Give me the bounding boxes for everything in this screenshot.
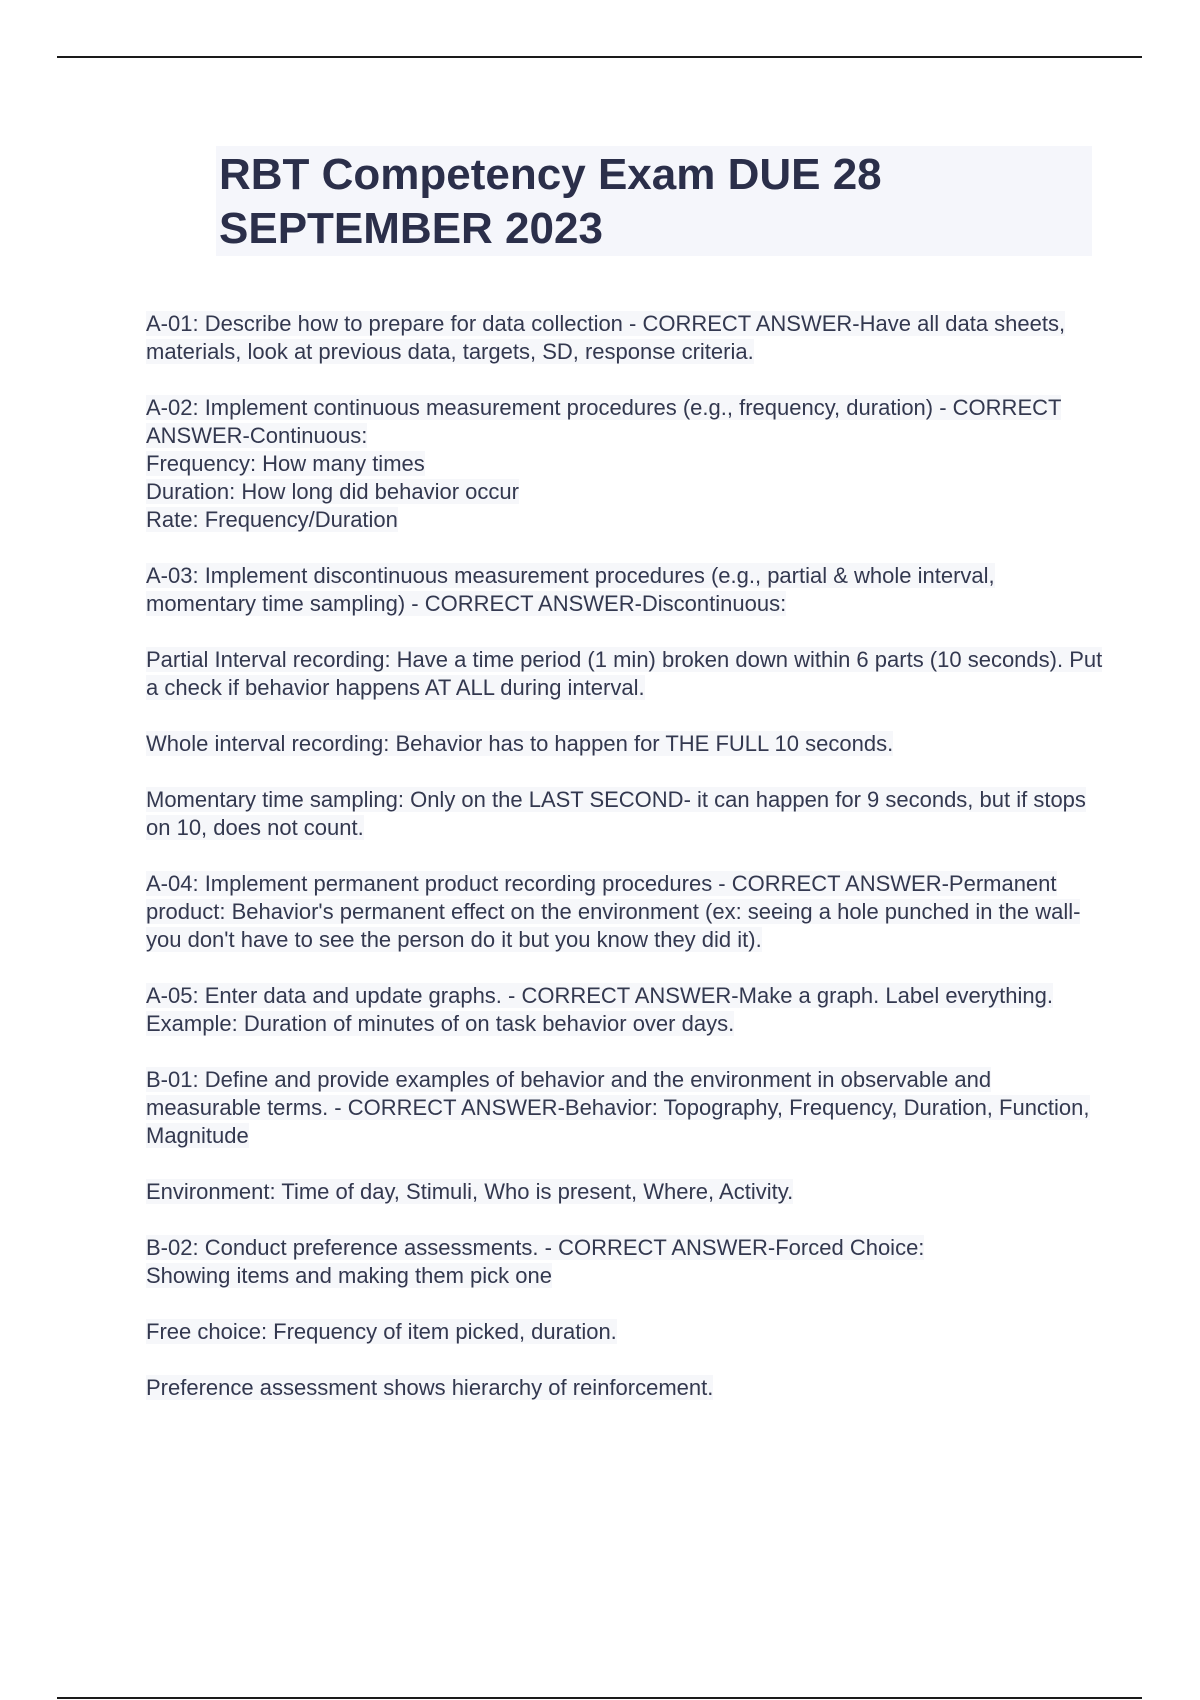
top-rule [57,56,1142,58]
paragraph-line: Environment: Time of day, Stimuli, Who is present, Where, Activity. [146,1179,794,1204]
paragraph-line-wrap [146,1066,1106,1150]
paragraph-line-wrap [146,870,1106,954]
paragraph [146,730,1106,758]
paragraph [146,1178,1106,1206]
bottom-rule [57,1697,1142,1699]
paragraph-line: Example: Duration of minutes of on task behavior over days. [146,1011,735,1036]
paragraph [146,870,1106,954]
paragraph [146,1066,1106,1150]
paragraph-line: Frequency: How many times [146,451,425,476]
paragraph [146,1234,1106,1290]
paragraph-line: B-01: Define and provide examples of behavior and the environment in observable and measurable terms. - CORRECT ANSWER-Behavior: Topography, Frequency, Duration, Function, Magnitude [146,1067,1090,1148]
paragraph-line-wrap [146,1178,1106,1206]
paragraph-line: Momentary time sampling: Only on the LAST SECOND- it can happen for 9 seconds, but if stops on 10, does not count. [146,787,1086,840]
paragraph-line-wrap [146,786,1106,842]
paragraph [146,786,1106,842]
paragraph-line: Whole interval recording: Behavior has to happen for THE FULL 10 seconds. [146,731,894,756]
paragraph-line: A-02: Implement continuous measurement procedures (e.g., frequency, duration) - CORRECT ANSWER-Continuous: [146,395,1062,448]
paragraph-line-wrap [146,1374,1106,1402]
paragraph-line: Duration: How long did behavior occur [146,479,519,504]
paragraph-line-wrap [146,646,1106,702]
paragraph-line-wrap [146,982,1106,1010]
paragraph-line: Preference assessment shows hierarchy of reinforcement. [146,1375,714,1400]
paragraph-line: A-05: Enter data and update graphs. - CORRECT ANSWER-Make a graph. Label everything. [146,983,1053,1008]
paragraph-line-wrap [146,1318,1106,1346]
paragraph-line: A-01: Describe how to prepare for data collection - CORRECT ANSWER-Have all data sheets, materials, look at previous data, targets, SD, response criteria. [146,311,1066,364]
paragraph-line: Rate: Frequency/Duration [146,507,398,532]
title-banner [216,146,1092,256]
paragraph-line-wrap [146,730,1106,758]
paragraph-line-wrap [146,394,1106,450]
paragraph-line-wrap [146,1010,1106,1038]
paragraph-line: Partial Interval recording: Have a time period (1 min) broken down within 6 parts (10 seconds). Put a check if behavior happens AT ALL during interval. [146,647,1103,700]
paragraph [146,982,1106,1038]
document-body [146,310,1106,1430]
paragraph-line-wrap [146,450,1106,478]
paragraph-line-wrap [146,506,1106,534]
paragraph-line-wrap [146,1262,1106,1290]
paragraph [146,1374,1106,1402]
paragraph-line: Free choice: Frequency of item picked, duration. [146,1319,617,1344]
document-title: RBT Competency Exam DUE 28 SEPTEMBER 2023 [219,150,882,253]
paragraph-line: Showing items and making them pick one [146,1263,552,1288]
paragraph-line-wrap [146,478,1106,506]
paragraph-line: A-04: Implement permanent product recording procedures - CORRECT ANSWER-Permanent product: Behavior's permanent effect on the environment (ex: seeing a hole punched in the wall- you don't have to see the person do it but you know they did it). [146,871,1081,952]
paragraph [146,646,1106,702]
paragraph-line-wrap [146,310,1106,366]
paragraph [146,394,1106,534]
paragraph-line: B-02: Conduct preference assessments. - CORRECT ANSWER-Forced Choice: [146,1235,925,1260]
paragraph [146,1318,1106,1346]
paragraph-line-wrap [146,1234,1106,1262]
paragraph-line-wrap [146,562,1106,618]
paragraph [146,562,1106,618]
paragraph [146,310,1106,366]
paragraph-line: A-03: Implement discontinuous measurement procedures (e.g., partial & whole interval, momentary time sampling) - CORRECT ANSWER-Discontinuous: [146,563,995,616]
